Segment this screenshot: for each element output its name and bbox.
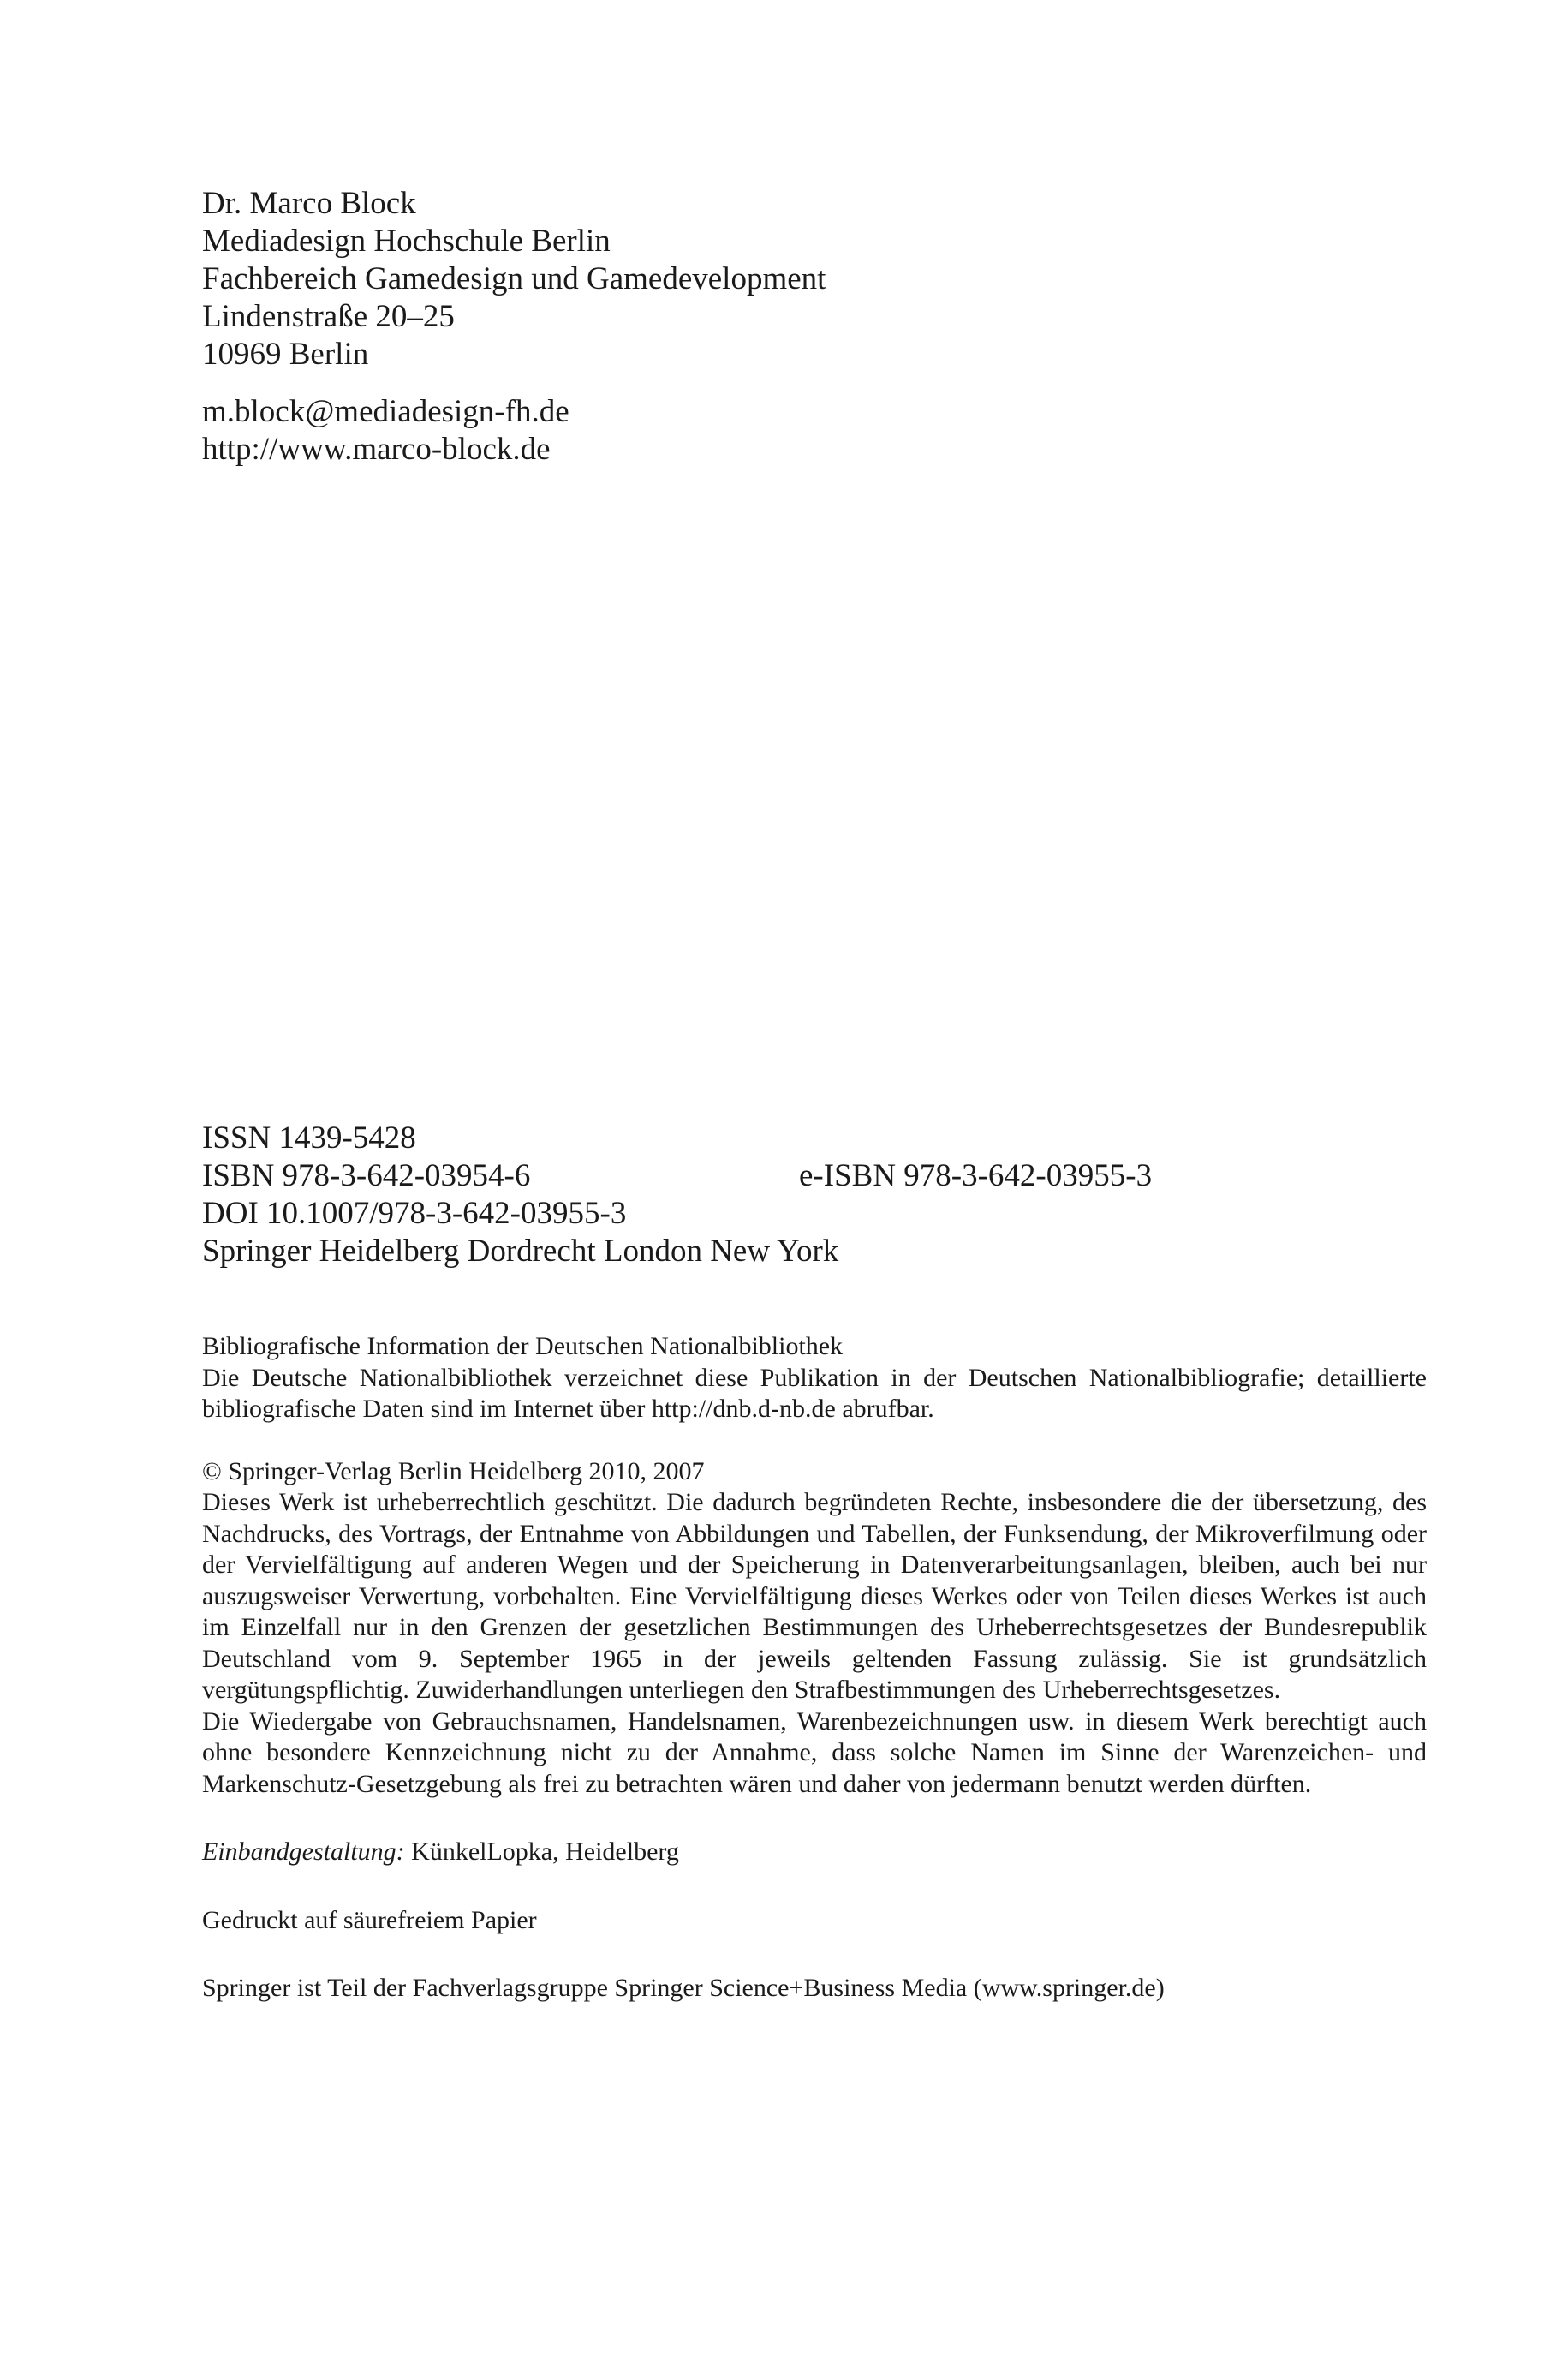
bibliographic-text: Die Deutsche Nationalbibliothek verzeichnet diese Publikation in der Deutschen Nationalbibliografie; detaillierte bibliografische Daten sind im Internet über http://dnb.d-nb.de abrufbar. xyxy=(202,1363,1427,1423)
issn-row xyxy=(202,1120,1427,1157)
publisher-row xyxy=(202,1233,1427,1270)
bibliographic-heading: Bibliografische Information der Deutschen Nationalbibliothek xyxy=(202,1332,844,1360)
doi-row xyxy=(202,1195,1427,1233)
author-email: m.block@mediadesign-fh.de xyxy=(202,394,569,429)
publisher-locations: Springer Heidelberg Dordrecht London New York xyxy=(202,1234,839,1269)
doi: DOI 10.1007/978-3-642-03955-3 xyxy=(202,1196,627,1231)
cover-design xyxy=(202,1837,1427,1868)
author-city: 10969 Berlin xyxy=(202,337,369,372)
author-institution: Mediadesign Hochschule Berlin xyxy=(202,224,611,259)
copyright-line: © Springer-Verlag Berlin Heidelberg 2010, 2007 xyxy=(202,1456,705,1485)
cover-design-label: Einbandgestaltung: xyxy=(202,1837,405,1866)
copyright-paragraph-1: Dieses Werk ist urheberrechtlich geschützt. Die dadurch begründeten Rechte, insbesondere die der übersetzung, des Nachdrucks, des Vortrags, der Entnahme von Abbildungen und Tabellen, der Funksendung, der Mikroverfilmung oder der Vervielfältigung auf anderen Wegen und der Speicherung in Datenverarbeitungsanlagen, bleiben, auch bei nur auszugsweiser Verwertung, vorbehalten. Eine Vervielfältigung dieses Werkes oder von Teilen dieses Werkes ist auch im Einzelfall nur in den Grenzen der gesetzlichen Bestimmungen des Urheberrechtsgesetzes der Bundesrepublik Deutschland vom 9. September 1965 in der jeweils geltenden Fassung zulässig. Sie ist grundsätzlich vergütungspflichtig. Zuwiderhandlungen unterliegen den Strafbestimmungen des Urheberrechtsgesetzes. xyxy=(202,1488,1427,1704)
paper-note: Gedruckt auf säurefreiem Papier xyxy=(202,1905,537,1934)
copyright-paragraph-2: Die Wiedergabe von Gebrauchsnamen, Handelsnamen, Warenbezeichnungen usw. in diesem Werk berechtigt auch ohne besondere Kennzeichnung nicht zu der Annahme, dass solche Namen im Sinne der Warenzeichen- und Markenschutz-Gesetzgebung als frei zu betrachten wären und daher von jedermann benutzt werden dürften. xyxy=(202,1706,1427,1798)
issn: ISSN 1439-5428 xyxy=(202,1120,416,1156)
cover-design-value: KünkelLopka, Heidelberg xyxy=(411,1837,679,1866)
author-website: http://www.marco-block.de xyxy=(202,432,551,467)
legal-notes xyxy=(202,1331,1427,2005)
author-department: Fachbereich Gamedesign und Gamedevelopment xyxy=(202,261,826,296)
author-name: Dr. Marco Block xyxy=(202,186,416,221)
author-contact xyxy=(202,393,1401,469)
author-address xyxy=(202,185,1401,373)
publication-identifiers xyxy=(202,1120,1427,1270)
eisbn: e-ISBN 978-3-642-03955-3 xyxy=(799,1158,1153,1193)
isbn: ISBN 978-3-642-03954-6 xyxy=(202,1158,531,1193)
author-street: Lindenstraße 20–25 xyxy=(202,299,455,334)
isbn-row xyxy=(202,1157,1427,1195)
publisher-group-note: Springer ist Teil der Fachverlagsgruppe Springer Science+Business Media (www.springer.de) xyxy=(202,1974,1165,2002)
